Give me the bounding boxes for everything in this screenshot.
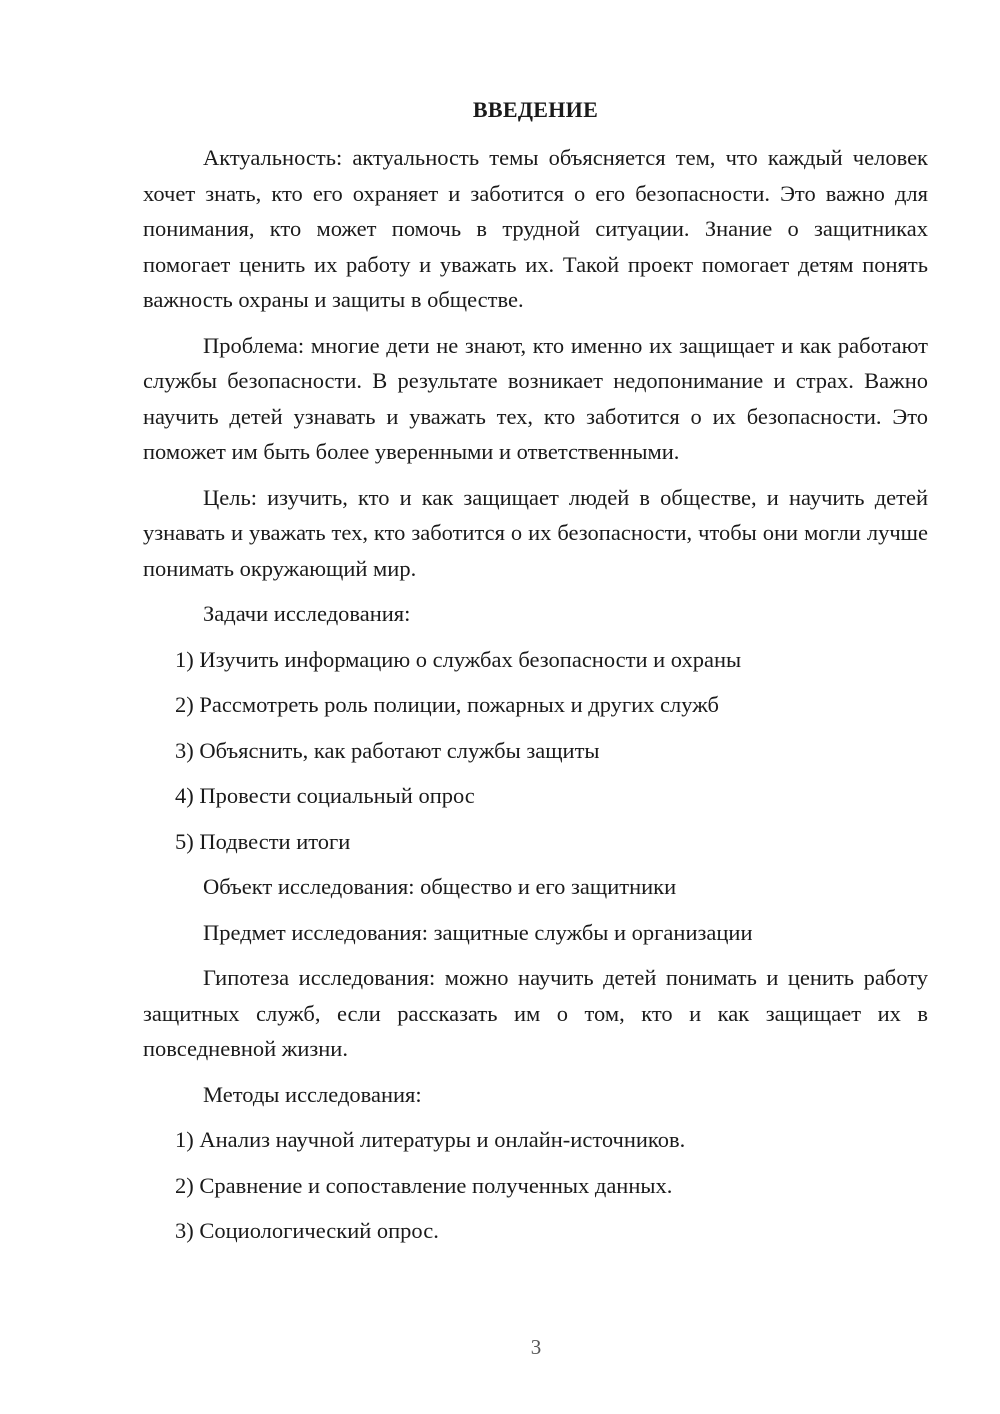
- tasks-heading: Задачи исследования:: [203, 601, 411, 626]
- tasks-list: [143, 642, 928, 860]
- methods-list: [143, 1122, 928, 1249]
- list-item: 5) Подвести итоги: [175, 828, 351, 854]
- list-item: 3) Объяснить, как работают службы защиты: [175, 737, 600, 763]
- list-item: 1) Анализ научной литературы и онлайн-источников.: [175, 1127, 686, 1152]
- hypothesis-paragraph: Гипотеза исследования: можно научить детей понимать и ценить работу защитных служб, если рассказать им о том, кто и как защищает их в повседневной жизни.: [143, 965, 928, 1061]
- list-item: 2) Сравнение и сопоставление полученных данных.: [175, 1172, 673, 1198]
- page-number: 3: [530, 1335, 542, 1359]
- list-item: 1) Изучить информацию о службах безопасности и охраны: [175, 646, 742, 672]
- relevance-paragraph: Актуальность: актуальность темы объясняется тем, что каждый человек хочет знать, кто его охраняет и заботится о его безопасности. Это важно для понимания, кто может помочь в трудной ситуации. Знание о защитниках помогает ценить их работу и уважать их. Такой проект помогает детям понять важность охраны и защиты в обществе.: [143, 145, 928, 312]
- list-item: 2) Рассмотреть роль полиции, пожарных и других служб: [175, 692, 719, 717]
- methods-heading: Методы исследования:: [203, 1081, 422, 1107]
- section-title: ВВЕДЕНИЕ: [472, 97, 599, 122]
- subject-paragraph: Предмет исследования: защитные службы и организации: [203, 919, 753, 945]
- goal-paragraph: Цель: изучить, кто и как защищает людей в обществе, и научить детей узнавать и уважать тех, кто заботится о их безопасности, чтобы они могли лучше понимать окружающий мир.: [143, 484, 928, 581]
- document-page: [143, 95, 928, 1259]
- object-paragraph: Объект исследования: общество и его защитники: [203, 874, 677, 899]
- list-item: 4) Провести социальный опрос: [175, 783, 475, 808]
- list-item: 3) Социологический опрос.: [175, 1218, 439, 1243]
- problem-paragraph: Проблема: многие дети не знают, кто именно их защищает и как работают службы безопасности. В результате возникает недопонимание и страх. Важно научить детей узнавать и уважать тех, кто заботится о их безопасности. Это поможет им быть более уверенными и ответственными.: [143, 332, 928, 464]
